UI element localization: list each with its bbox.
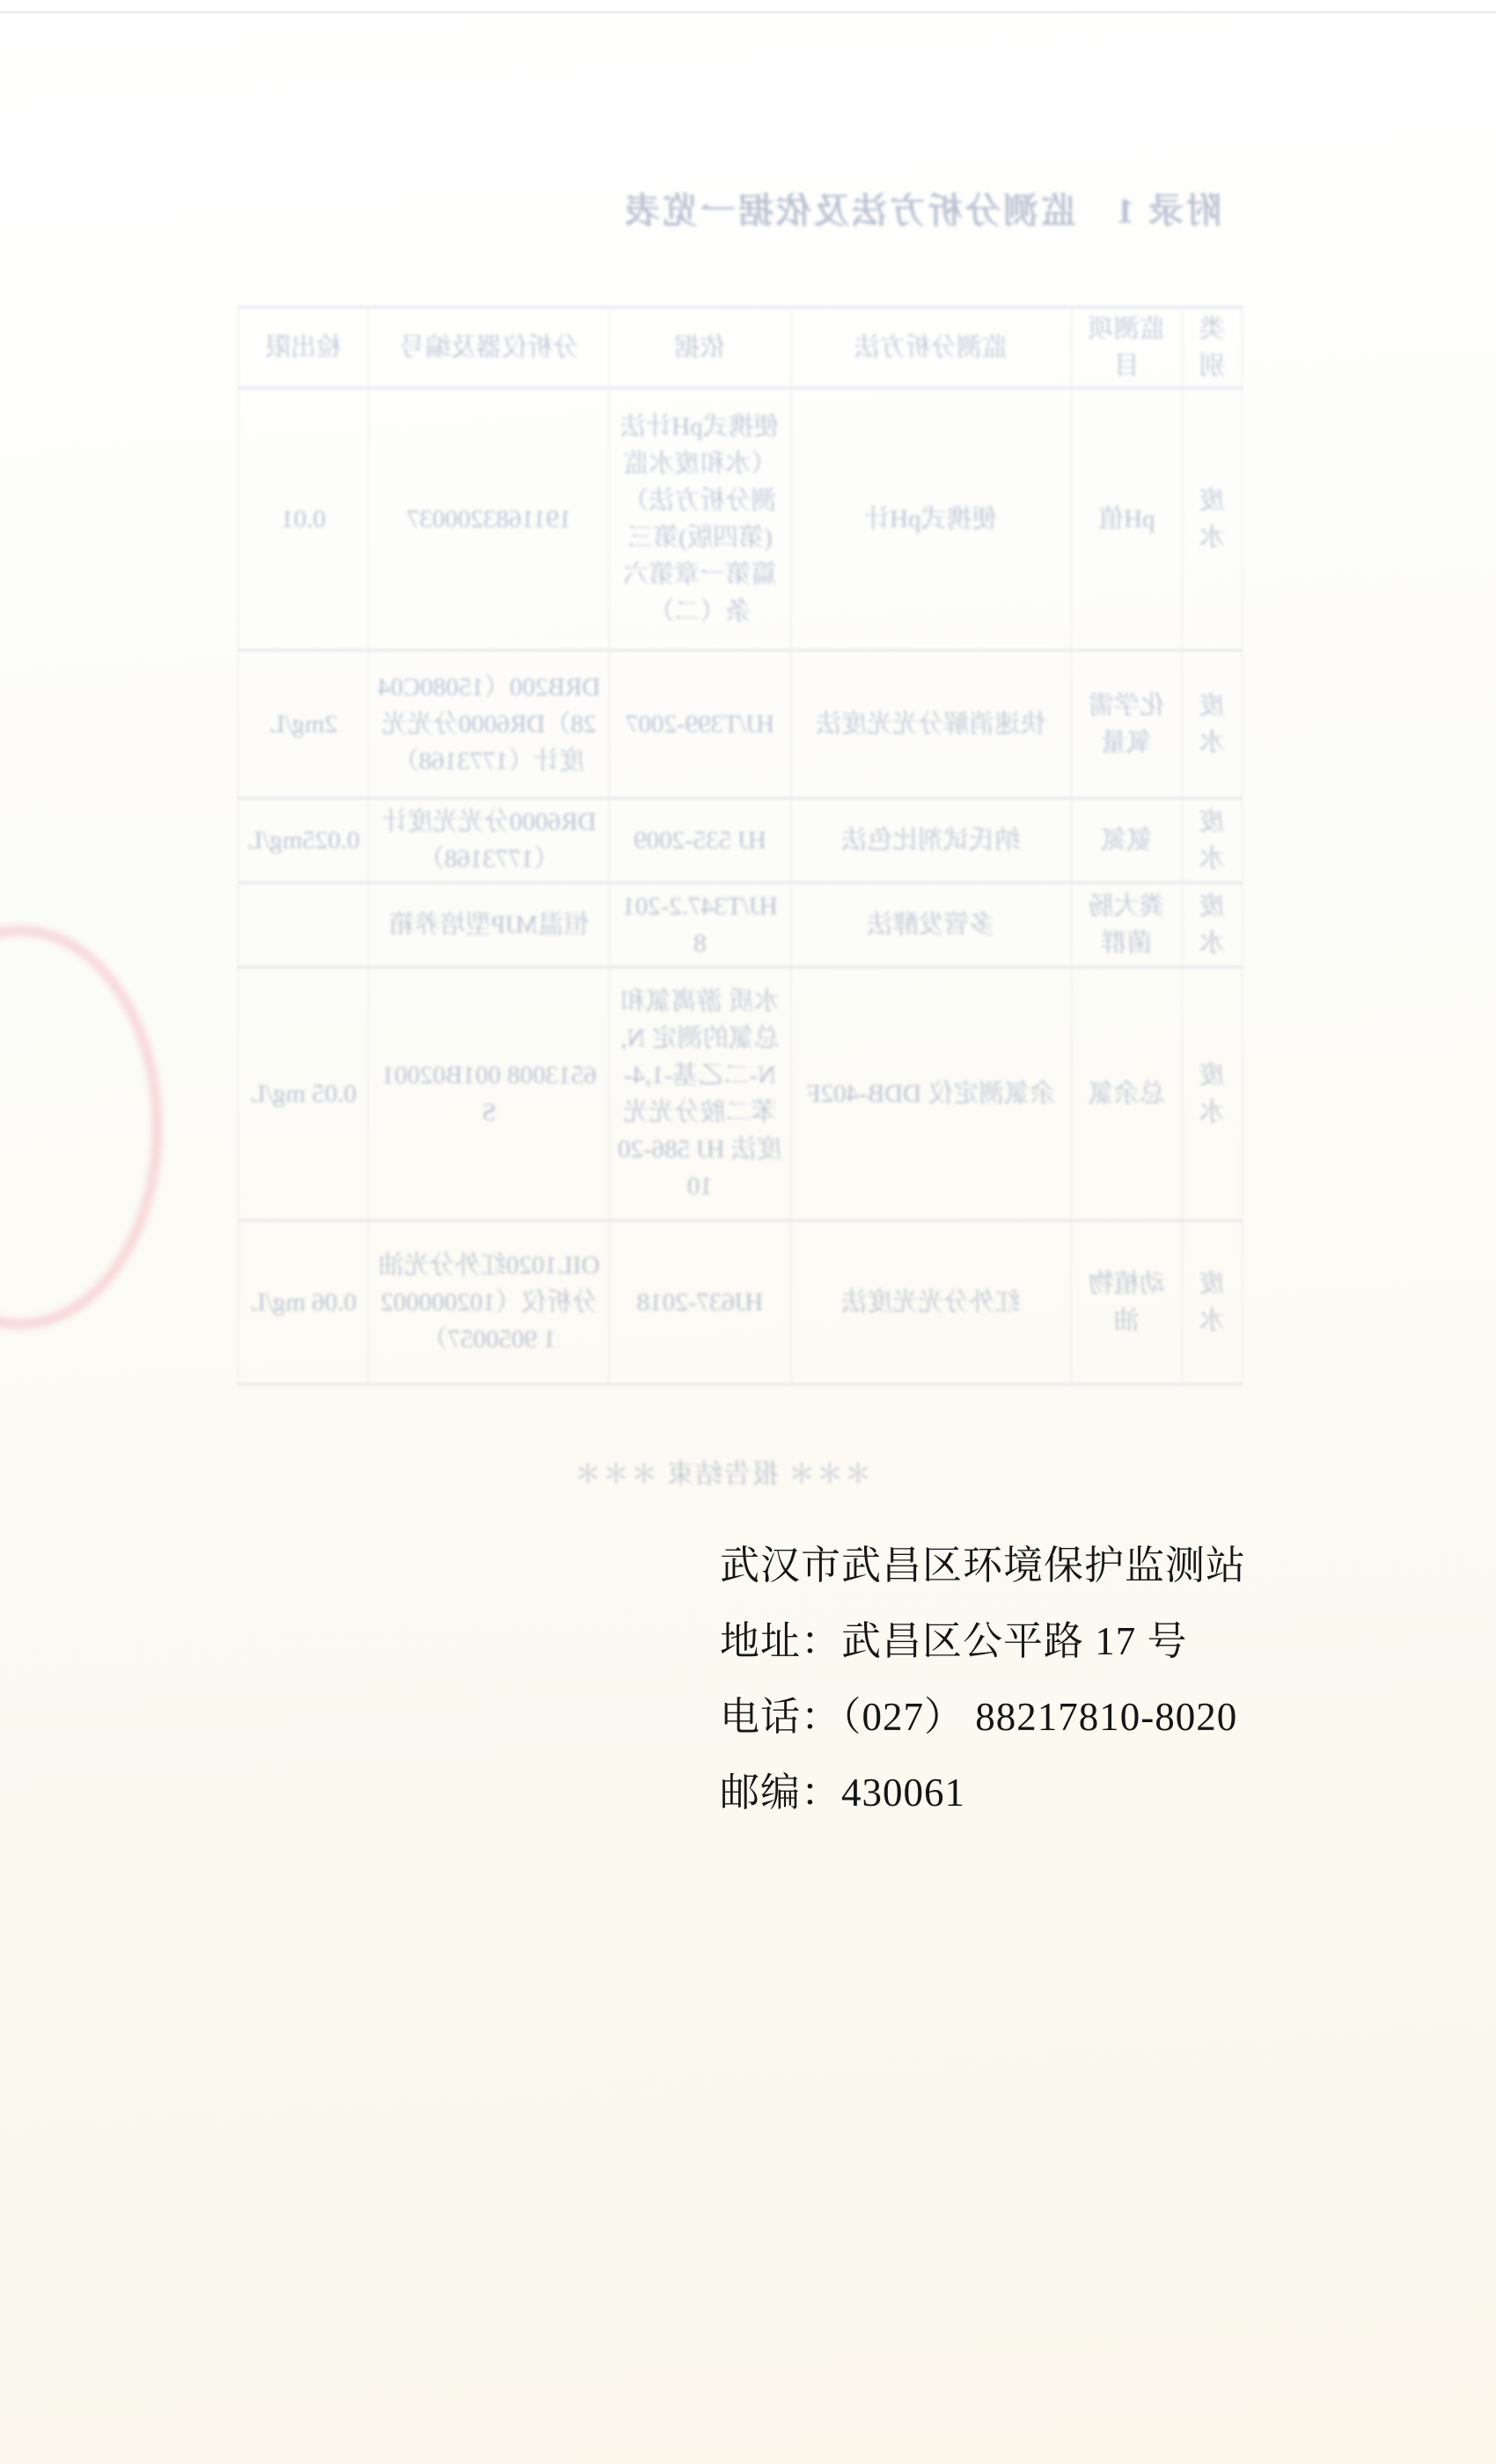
table-cell: 化学需氧量	[1072, 650, 1183, 798]
table-cell: 便携式pH计法（水和废水监测分析方法）(第四版)第三篇第一章第六条（二）	[610, 388, 790, 650]
red-stamp-bleedthrough	[0, 926, 162, 1329]
table-cell: 废水	[1182, 1221, 1242, 1384]
table-cell: 余氯测定仪 DDB-402F	[790, 967, 1071, 1221]
contact-block	[720, 1528, 1246, 1830]
bleedthrough-layer	[229, 176, 1250, 1522]
table-cell: 氨氮	[1072, 798, 1183, 883]
table-row	[238, 967, 1243, 1221]
table-cell: 废水	[1182, 883, 1242, 967]
table-cell: 恒温MJP型培养箱	[369, 883, 610, 967]
table-cell: DR6000分光光度计（1773168）	[369, 798, 610, 883]
column-header-item: 监测项目	[1072, 307, 1183, 388]
table-cell: pH值	[1072, 388, 1183, 650]
table-cell	[238, 883, 369, 967]
table-row	[238, 650, 1243, 798]
table-cell: 废水	[1182, 967, 1242, 1221]
table-cell: 便携式pH计	[790, 388, 1071, 650]
phone-line: 电话：（027） 88217810-8020	[720, 1695, 1238, 1739]
column-header-instrument: 分析仪器及编号	[369, 307, 610, 388]
table-cell: 水质 游离氯和总氯的测定 N,N-二乙基-1,4-苯二胺分光光度法 HJ 586-2010	[610, 967, 790, 1221]
table-cell: HJ/T399-2007	[610, 650, 790, 798]
report-end-marker-ghost: ＊＊＊ 报告结束 ＊＊＊	[573, 1460, 871, 1489]
column-header-basis: 依据	[610, 307, 790, 388]
table-cell: 红外分光光度法	[790, 1221, 1071, 1384]
column-header-method: 监测分析方法	[790, 307, 1071, 388]
scan-paper-edge	[0, 0, 1496, 13]
table-row	[238, 883, 1243, 967]
table-cell: 总余氯	[1072, 967, 1183, 1221]
table-cell: 多管发酵法	[790, 883, 1071, 967]
table-cell: HJ 535-2009	[610, 798, 790, 883]
table-cell: DRB200（15080C0428）DR6000分光光度计（1773168）	[369, 650, 610, 798]
table-cell: 纳氏试剂比色法	[790, 798, 1071, 883]
table-header-row	[238, 307, 1243, 388]
table-row	[238, 1221, 1243, 1384]
table-cell: 0.05 mg/L	[238, 967, 369, 1221]
address-line: 地址：武昌区公平路 17 号	[720, 1619, 1188, 1663]
table-cell: 废水	[1182, 650, 1242, 798]
table-cell: 快速消解分光光度法	[790, 650, 1071, 798]
postcode-line: 邮编：430061	[720, 1771, 966, 1815]
table-cell: 动植物油	[1072, 1221, 1183, 1384]
column-header-detection-limit: 检出限	[238, 307, 369, 388]
table-cell: HJ637-2018	[610, 1221, 790, 1384]
table-cell: 粪大肠菌群	[1072, 883, 1183, 967]
table-cell: 1911683200037	[369, 388, 610, 650]
table-cell: 废水	[1182, 388, 1242, 650]
table-cell: HJ/T347.2-2018	[610, 883, 790, 967]
table-cell: 0.01	[238, 388, 369, 650]
table-row	[238, 798, 1243, 883]
organization-name: 武汉市武昌区环境保护监测站	[720, 1544, 1247, 1588]
table-cell: 0.06 mg/L	[238, 1221, 369, 1384]
table-cell: 废水	[1182, 798, 1242, 883]
table-cell: 6513008 001B02001S	[369, 967, 610, 1221]
column-header-category: 类别	[1182, 307, 1242, 388]
table-cell: OIL1020红外分光油分析仪（1020000021 9050057）	[369, 1221, 610, 1384]
table-row	[238, 388, 1243, 650]
appendix-title-ghost: 附录 1 监测分析方法及依据一览表	[622, 191, 1221, 231]
table-cell: 0.025mg/L	[238, 798, 369, 883]
monitoring-methods-table-ghost	[238, 306, 1243, 1385]
table-cell: 2mg/L	[238, 650, 369, 798]
